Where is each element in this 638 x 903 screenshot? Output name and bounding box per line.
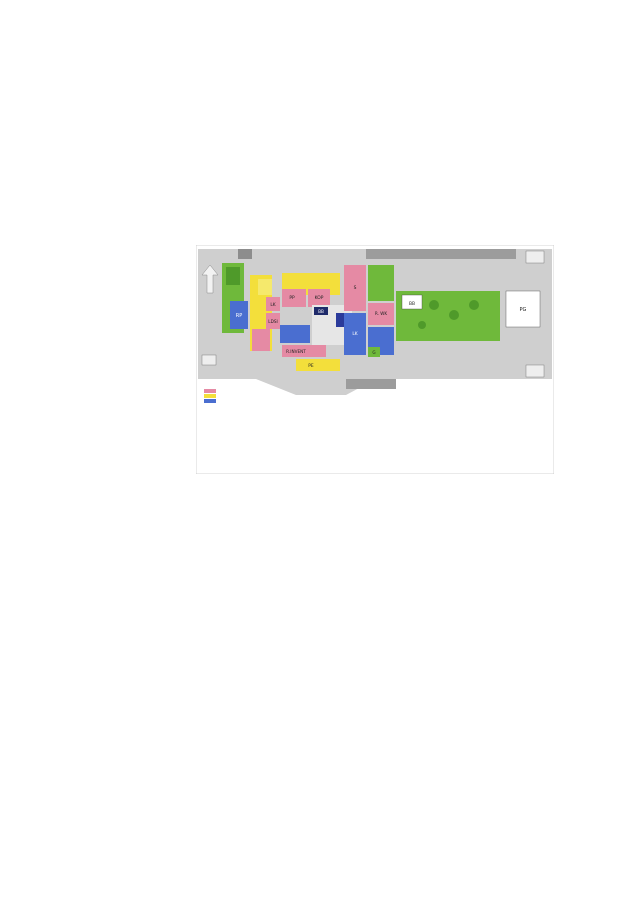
- svg-text:RP: RP: [235, 313, 243, 319]
- svg-text:BB: BB: [408, 302, 416, 307]
- svg-text:BB: BB: [318, 309, 324, 314]
- school-map-svg: [196, 245, 554, 474]
- svg-text:LDSI: LDSI: [268, 319, 278, 324]
- svg-text:PP: PP: [289, 296, 295, 301]
- svg-text:KOP: KOP: [314, 296, 324, 301]
- svg-text:PG: PG: [519, 307, 527, 313]
- svg-text:S: S: [353, 286, 357, 291]
- school-map-figure: [196, 245, 554, 474]
- svg-text:LK: LK: [352, 332, 358, 337]
- svg-text:LK: LK: [270, 303, 276, 308]
- svg-text:PE: PE: [308, 364, 314, 369]
- svg-text:G: G: [372, 350, 376, 355]
- svg-text:R. WK: R. WK: [374, 311, 388, 316]
- svg-text:R.INVENT: R.INVENT: [286, 349, 306, 354]
